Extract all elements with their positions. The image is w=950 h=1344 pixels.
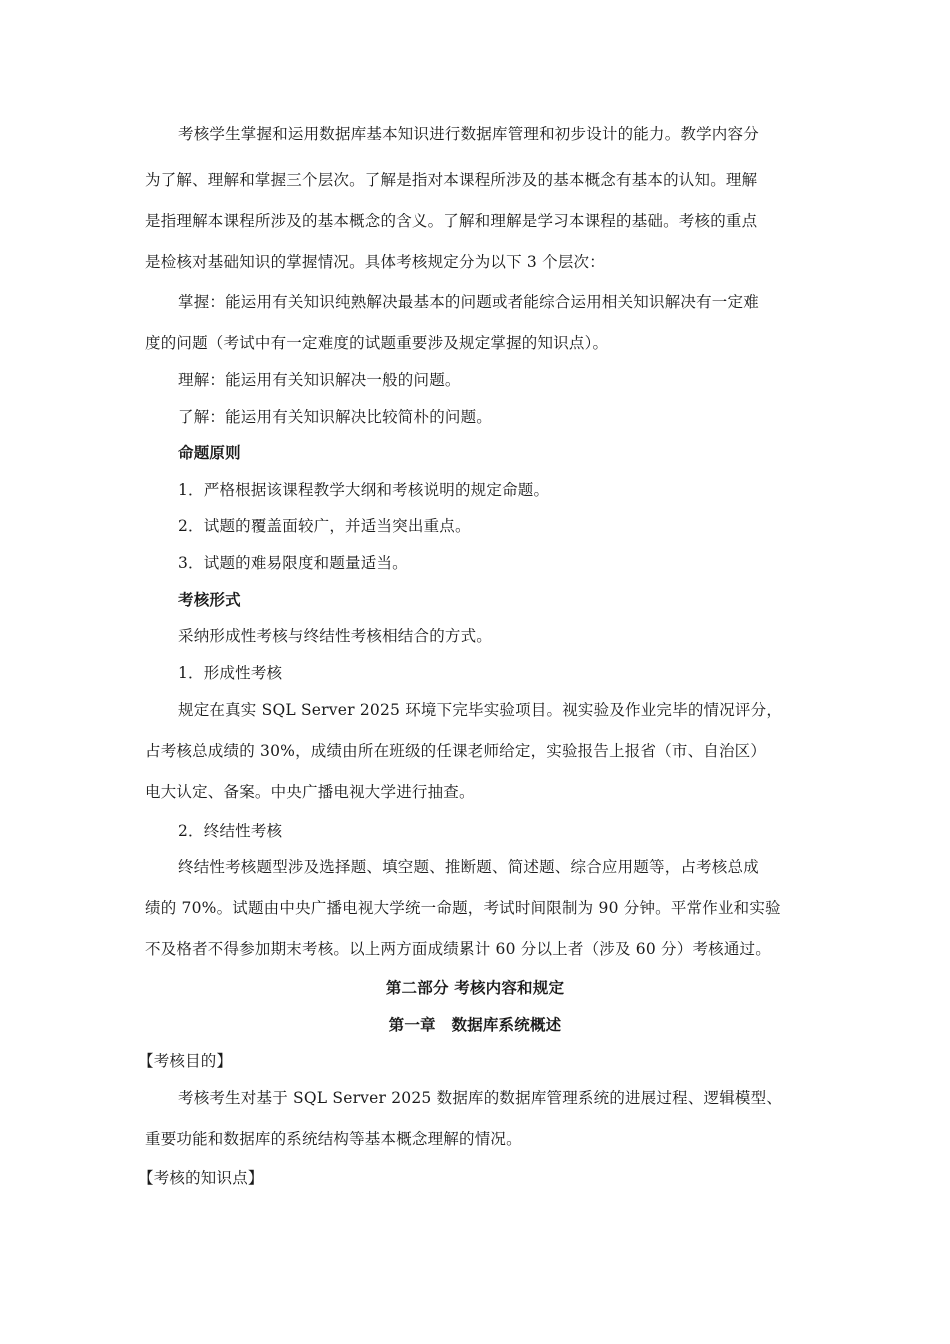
summative-line-1: 终结性考核题型涉及选择题、填空题、推断题、简述题、综合应用题等，占考核总成: [178, 858, 759, 876]
intro-line-3: 是指理解本课程所涉及的基本概念的含义。了解和理解是学习本课程的基础。考核的重点: [145, 212, 758, 230]
principle-item-3: 3．试题的难易限度和题量适当。: [178, 554, 408, 572]
intro-line-2: 为了解、理解和掌握三个层次。了解是指对本课程所涉及的基本概念有基本的认知。理解: [145, 171, 758, 189]
part-two-title: 第二部分 考核内容和规定: [385, 979, 565, 997]
formative-line-1: 规定在真实 SQL Server 2025 环境下完毕实验项目。视实验及作业完毕的情况评分，: [178, 701, 783, 719]
summative-line-2: 绩的 70%。试题由中央广播电视大学统一命题，考试时间限制为 90 分钟。平常作业和实验: [145, 899, 781, 917]
objective-line-2: 重要功能和数据库的系统结构等基本概念理解的情况。: [145, 1130, 522, 1148]
principle-item-2: 2．试题的覆盖面较广，并适当突出重点。: [178, 517, 471, 535]
principle-item-1: 1．严格根据该课程教学大纲和考核说明的规定命题。: [178, 481, 550, 499]
objective-label: 【考核目的】: [138, 1052, 233, 1070]
intro-line-1: 考核学生掌握和运用数据库基本知识进行数据库管理和初步设计的能力。教学内容分: [178, 125, 759, 143]
objective-line-1: 考核考生对基于 SQL Server 2025 数据库的数据库管理系统的进展过程、逻辑模型、: [178, 1089, 783, 1107]
form-heading: 考核形式: [178, 591, 241, 609]
formative-line-3: 电大认定、备案。中央广播电视大学进行抽查。: [145, 783, 475, 801]
knowledge-label: 【考核的知识点】: [138, 1169, 264, 1187]
principles-heading: 命题原则: [178, 444, 241, 462]
chapter-one-title: 第一章 数据库系统概述: [388, 1016, 562, 1034]
formative-line-2: 占考核总成绩的 30%，成绩由所在班级的任课老师给定，实验报告上报省（市、自治区）: [145, 742, 767, 760]
level-master-line-1: 掌握：能运用有关知识纯熟解决最基本的问题或者能综合运用相关知识解决有一定难: [178, 293, 759, 311]
formative-title: 1．形成性考核: [178, 664, 283, 682]
summative-title: 2．终结性考核: [178, 822, 283, 840]
level-understand: 理解：能运用有关知识解决一般的问题。: [178, 371, 461, 389]
level-master-line-2: 度的问题（考试中有一定难度的试题重要涉及规定掌握的知识点）。: [145, 334, 609, 352]
form-intro: 采纳形成性考核与终结性考核相结合的方式。: [178, 627, 493, 645]
intro-line-4: 是检核对基础知识的掌握情况。具体考核规定分为以下 3 个层次：: [145, 253, 605, 271]
level-know: 了解：能运用有关知识解决比较简朴的问题。: [178, 408, 493, 426]
summative-line-3: 不及格者不得参加期末考核。以上两方面成绩累计 60 分以上者（涉及 60 分）考核通过。: [145, 940, 771, 958]
